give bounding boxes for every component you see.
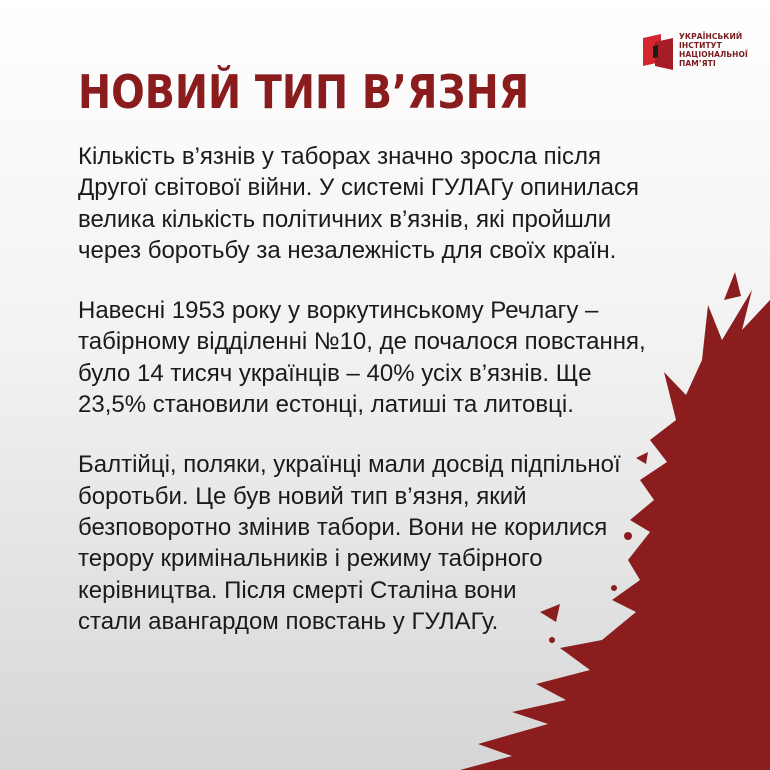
- institute-logo-mark-icon: [641, 32, 675, 72]
- text-line: Кількість в’язнів у таборах значно зросла після: [78, 143, 601, 170]
- logo-line: НАЦІОНАЛЬНОЇ: [679, 50, 748, 59]
- body-text: [78, 141, 718, 666]
- text-line: терору кримінальників і режиму табірного: [78, 545, 543, 573]
- logo-line: УКРАЇНСЬКИЙ: [679, 32, 743, 41]
- paragraph-2: [78, 295, 718, 420]
- logo-line: ІНСТИТУТ: [679, 41, 722, 50]
- page-title: НОВИЙ ТИП В’ЯЗНЯ: [78, 65, 530, 119]
- text-line: безповоротно змінив табори. Вони не корилися: [78, 513, 608, 541]
- text-line: 23,5% становили естонці, латиші та литовці.: [78, 391, 574, 419]
- text-line: Навесні 1953 року у воркутинському Речлагу –: [78, 297, 599, 325]
- text-line: боротьби. Це був новий тип в’язня, який: [78, 482, 527, 510]
- text-line: Балтійці, поляки, українці мали досвід підпільної: [78, 451, 621, 479]
- logo-line: ПАМ’ЯТІ: [679, 59, 716, 68]
- text-line: керівництва. Після смерті Сталіна вони: [78, 576, 517, 604]
- text-line: було 14 тисяч українців – 40% усіх в’язнів. Ще: [78, 359, 592, 387]
- institute-logo: [641, 32, 748, 72]
- paragraph-1: [78, 141, 718, 266]
- text-line: стали авангардом повстань у ГУЛАГу.: [78, 607, 499, 635]
- text-line: табірному відділенні №10, де почалося повстання,: [78, 328, 646, 356]
- text-line: через боротьбу за незалежність для своїх країн.: [78, 236, 617, 264]
- text-line: велика кількість політичних в’язнів, які пройшли: [78, 205, 612, 233]
- institute-logo-text: [679, 32, 748, 68]
- paragraph-3: [78, 449, 718, 637]
- text-line: Другої світової війни. У системі ГУЛАГу опинилася: [78, 174, 639, 202]
